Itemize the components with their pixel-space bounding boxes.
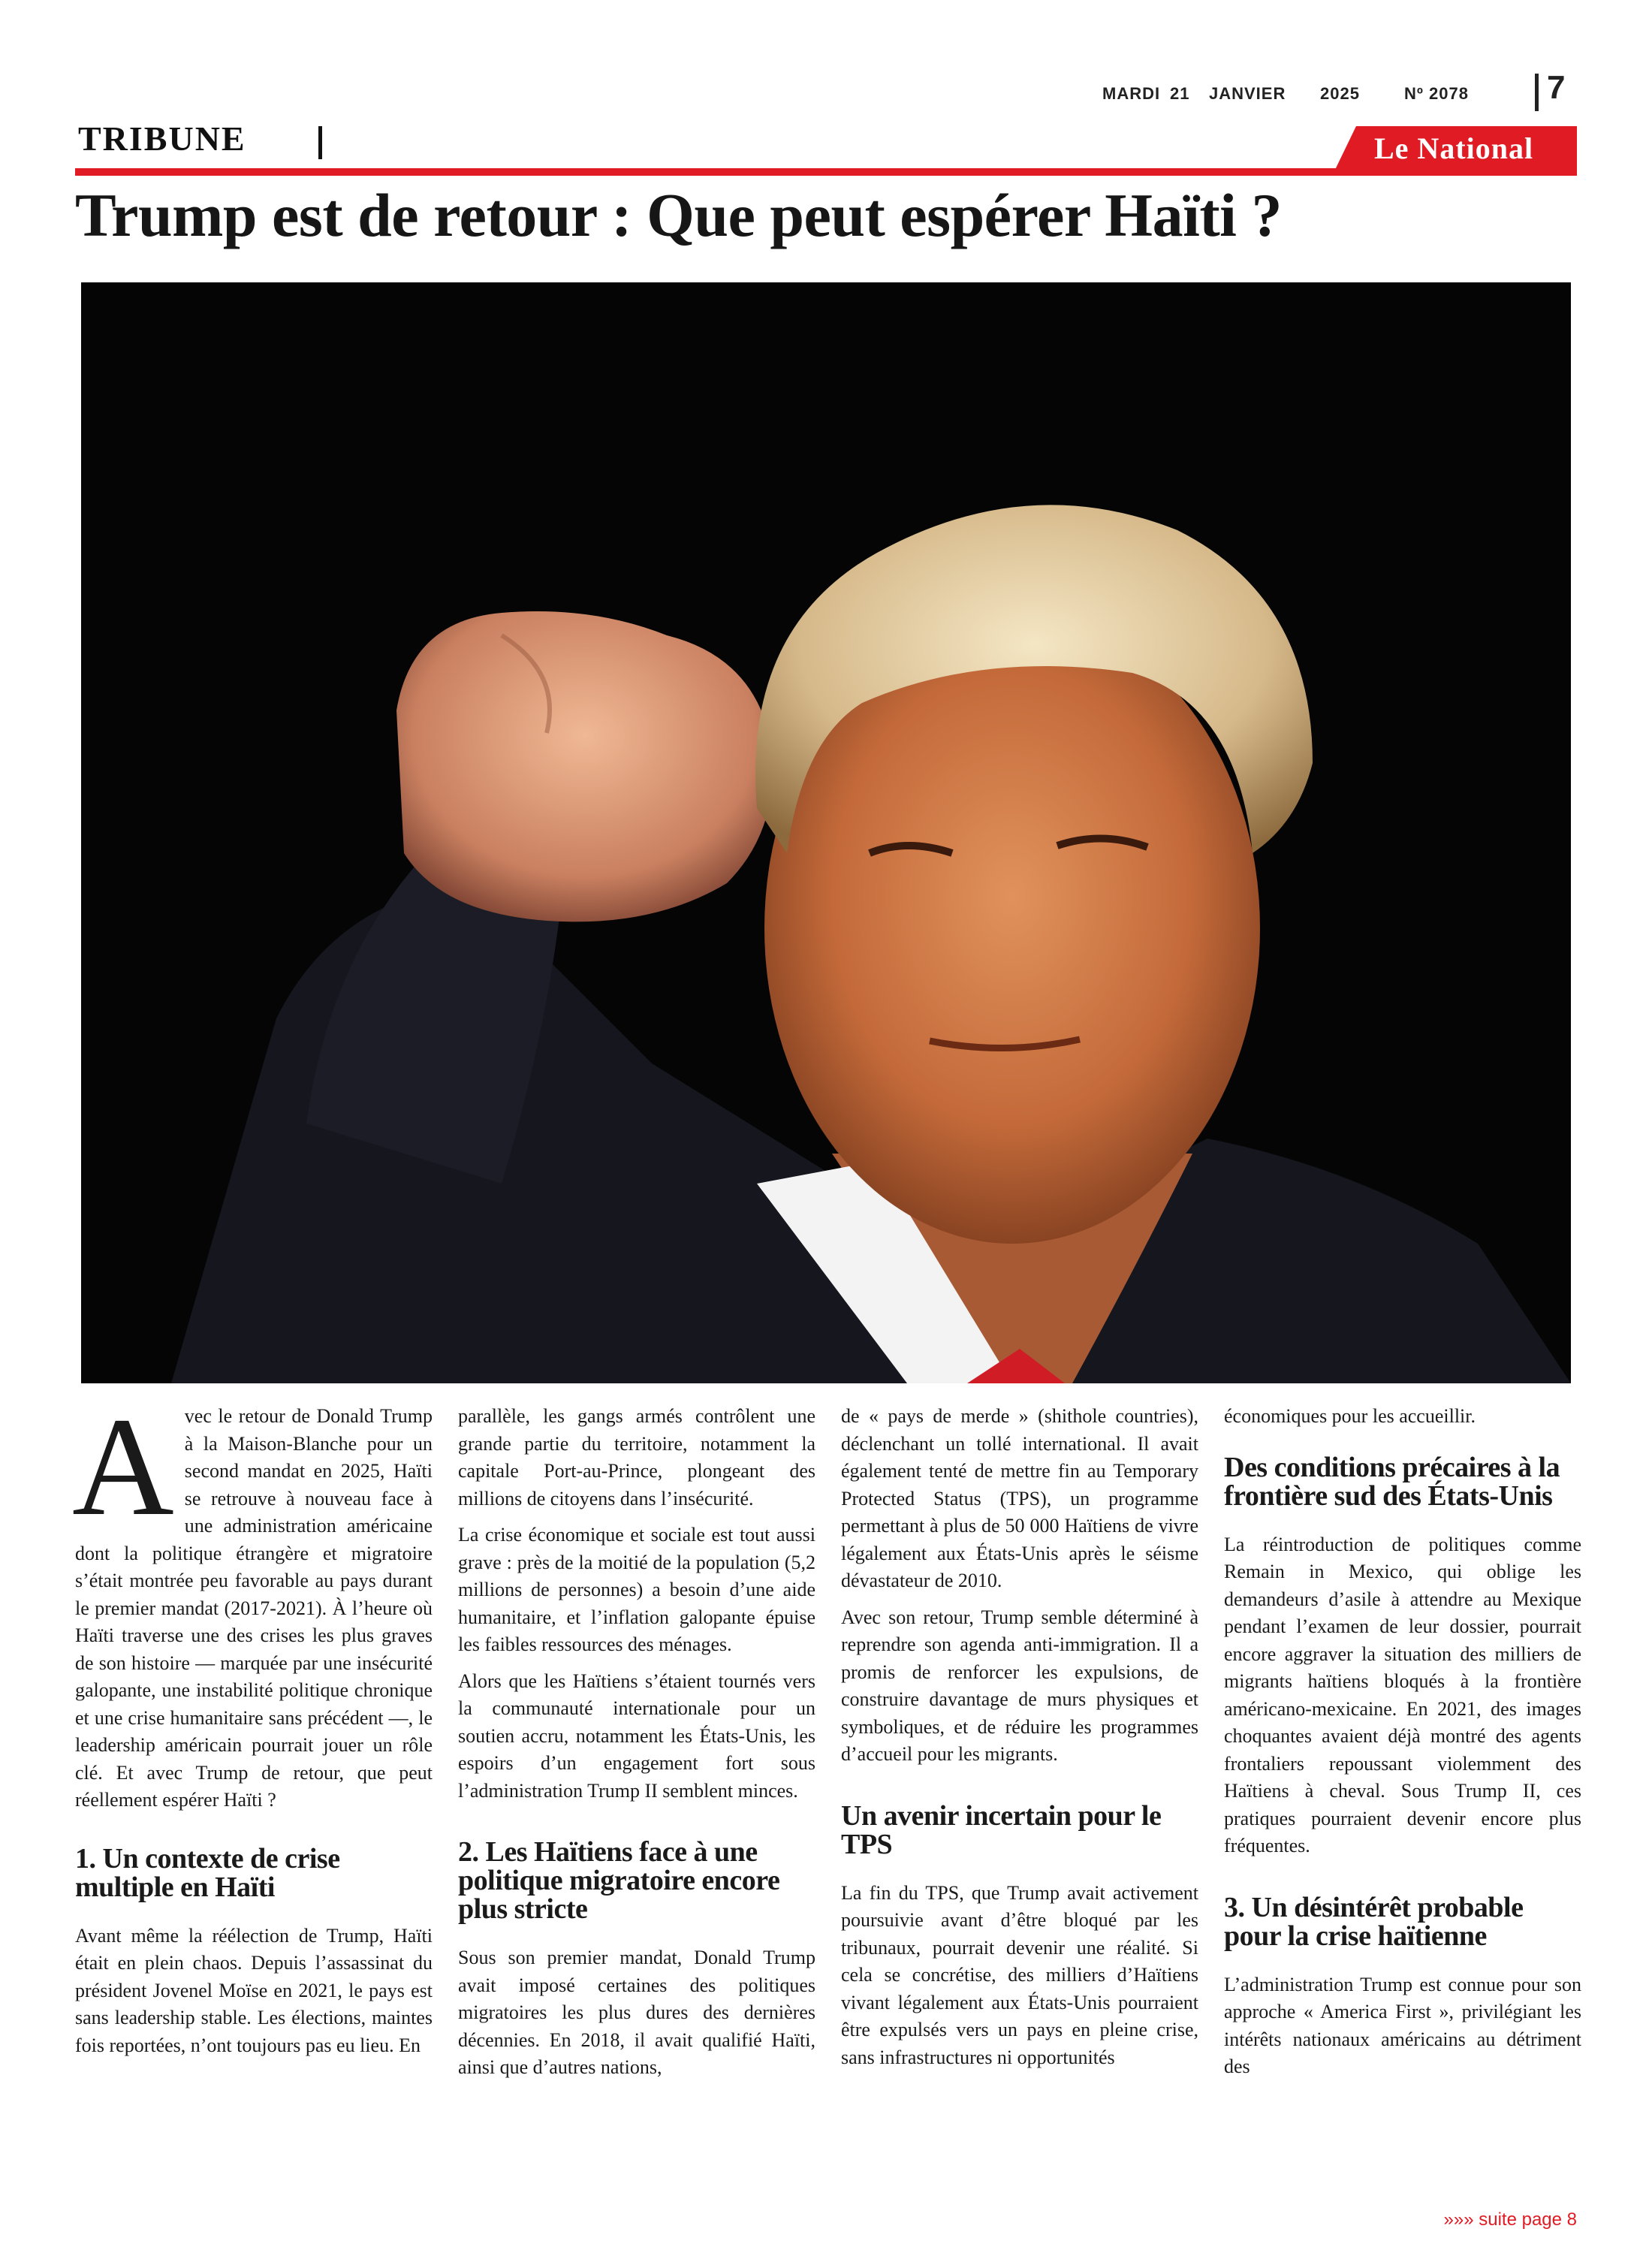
lead-paragraph: vec le retour de Donald Trump à la Maison-Blanche pour un second mandat en 2025, Haïti se retrouve à nouveau face à une administration américaine dont la politique étrangère et migratoire s’était montrée peu favorable au pays durant le premier mandat (2017-2021). À l’heure où Haïti traverse une des crises les plus graves de son histoire — marquée par une insécurité galopante, une instabilité politique chronique et une crise humanitaire sans précédent —, le leadership américain pourrait jouer un rôle clé. Et avec Trump de retour, que peut réellement espérer Haïti ? — [75, 1405, 433, 1811]
paragraph — [72, 1388, 433, 1814]
dateline — [1102, 84, 1493, 104]
subheading: Un avenir incertain pour le TPS — [841, 1799, 1162, 1860]
dateline-month: JANVIER — [1209, 84, 1286, 103]
subheading: 2. Les Haïtiens face à une politique migratoire encore plus stricte — [458, 1836, 780, 1925]
paragraph: Avant même la réélection de Trump, Haïti était en plein chaos. Depuis l’assassinat du président Jovenel Moïse en 2021, le pays est sans leadership stable. Les élections, maintes fois reportées, n’ont toujours pas eu lieu. En — [75, 1924, 433, 2056]
paragraph: La crise économique et sociale est tout aussi grave : près de la moitié de la population (5,2 millions de personnes) a besoin d’une aide humanitaire, et l’inflation galopante épuise les faibles ressources des ménages. — [458, 1524, 815, 1655]
subheading: 1. Un contexte de crise multiple en Haïti — [75, 1842, 340, 1903]
continuation-link[interactable]: »»» suite page 8 — [1443, 2209, 1577, 2230]
dateline-day: MARDI — [1102, 84, 1161, 103]
section-label: TRIBUNE — [78, 119, 246, 158]
article-column-4 — [1224, 1403, 1581, 2090]
paragraph: La fin du TPS, que Trump avait activement poursuivie avant d’être bloqué par les tribunaux, pourrait devenir une réalité. Si cela se concrétise, des milliers d’Haïtiens vivant légalement aux États-Unis pourraient être expulsés vers un pays en pleine crise, sans infrastructures ni opportunités — [841, 1881, 1198, 2068]
paragraph: Avec son retour, Trump semble déterminé à reprendre son agenda anti-immigration. Il a promis de renforcer les expulsions, de construire davantage de murs physiques et symboliques, et de réduire les programmes d’accueil pour les migrants. — [841, 1606, 1198, 1765]
article-column-3 — [841, 1403, 1198, 2080]
page-number-divider — [1535, 74, 1539, 111]
paragraph: parallèle, les gangs armés contrôlent une grande partie du territoire, notamment la capitale Port-au-Prince, plongeant des millions de citoyens dans l’insécurité. — [458, 1405, 815, 1510]
headline: Trump est de retour : Que peut espérer Haïti ? — [75, 181, 1282, 249]
paragraph: économiques pour les accueillir. — [1224, 1405, 1476, 1427]
section-divider — [318, 126, 322, 159]
dateline-date: 21 — [1170, 84, 1190, 103]
article-column-2 — [458, 1403, 815, 2091]
subheading: Des conditions précaires à la frontière sud des États-Unis — [1224, 1451, 1560, 1512]
drop-cap: A — [72, 1388, 174, 1545]
article-photo — [81, 282, 1571, 1383]
paragraph: de « pays de merde » (shithole countries), déclenchant un tollé international. Il avait également tenté de mettre fin au Temporary Protected Status (TPS), un programme permettant à plus de 50 000 Haïtiens de vivre légalement aux États-Unis après le séisme dévastateur de 2010. — [841, 1405, 1198, 1591]
article-column-1 — [72, 1388, 433, 2068]
header-rule — [75, 168, 1577, 176]
page-number: 7 — [1547, 69, 1566, 106]
dateline-issue: Nº 2078 — [1404, 84, 1469, 103]
paragraph: La réintroduction de politiques comme Remain in Mexico, qui oblige les demandeurs d’asile à attendre au Mexique pendant l’examen de leur dossier, pourrait encore aggraver la situation des milliers de migrants haïtiens bloqués à la frontière américano-mexicaine. En 2021, des images choquantes avaient déjà montré des agents frontaliers repoussant violemment des Haïtiens à cheval. Sous Trump II, ces pratiques pourraient devenir encore plus fréquentes. — [1224, 1533, 1581, 1856]
portrait-figure — [81, 282, 1571, 1383]
subheading: 3. Un désintérêt probable pour la crise haïtienne — [1224, 1891, 1524, 1952]
brand-name: Le National — [1374, 131, 1534, 165]
dateline-year: 2025 — [1320, 84, 1360, 103]
paragraph: Sous son premier mandat, Donald Trump avait imposé certaines des politiques migratoires les plus dures des dernières décennies. En 2018, il avait qualifié Haïti, ainsi que d’autres nations, — [458, 1947, 815, 2078]
paragraph: Alors que les Haïtiens s’étaient tournés vers la communauté internationale pour un soutien accru, notamment les États-Unis, les espoirs d’un engagement fort sous l’administration Trump II semblent minces. — [458, 1669, 815, 1802]
paragraph: L’administration Trump est connue pour son approche « America First », privilégiant les intérêts nationaux américains au détriment des — [1224, 1973, 1581, 2077]
